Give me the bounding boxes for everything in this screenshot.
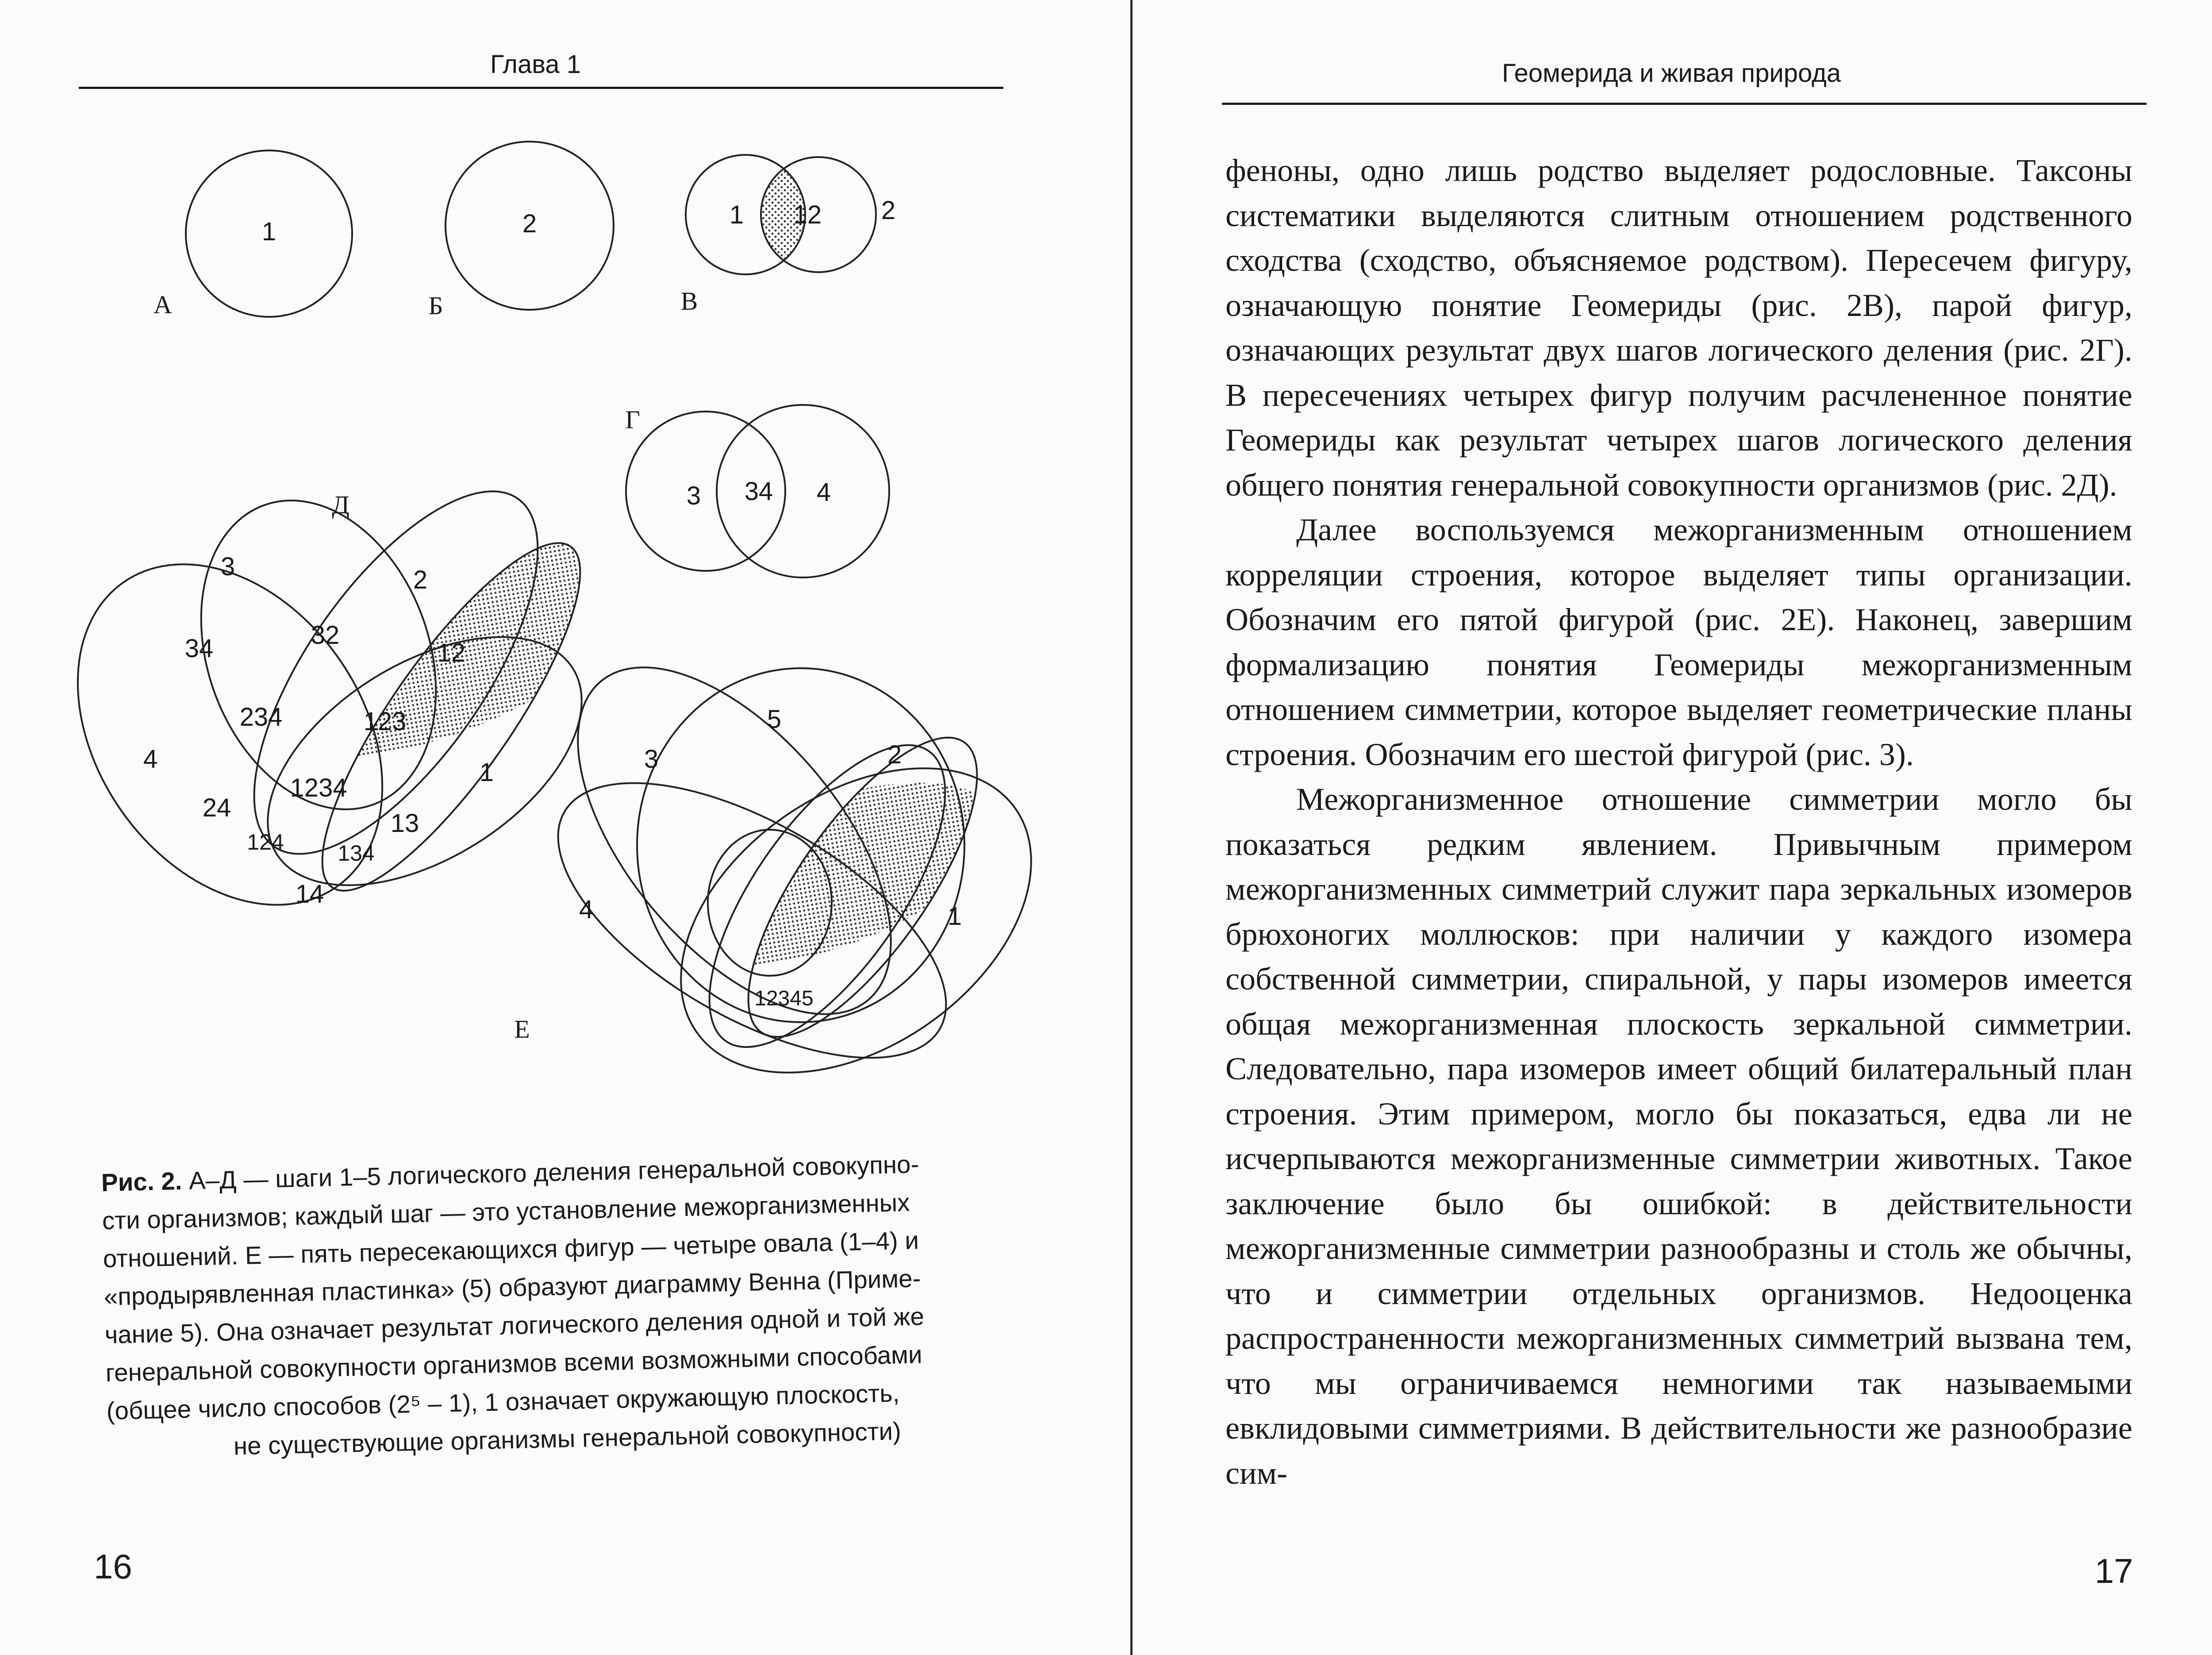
label-d-24: 24	[202, 793, 231, 822]
caption-line-6: генеральной совокупности организмов всеми возможными способами	[105, 1340, 923, 1387]
caption-line-8: не существующие организмы генеральной совокупности)	[233, 1417, 902, 1460]
caption-line-3: отношений. Е — пять пересекающихся фигур — четыре овала (1–4) и	[103, 1226, 919, 1273]
label-d-4: 4	[143, 745, 158, 774]
caption-line-7: (общее число способов (2⁵ – 1), 1 означает окружающую плоскость,	[106, 1379, 900, 1425]
label-e: Е	[514, 1015, 530, 1043]
caption-line-4: «продырявленная пластинка» (5) образуют диаграмму Венна (Приме-	[104, 1264, 922, 1311]
label-d-2: 2	[413, 566, 428, 594]
caption-label: Рис. 2.	[101, 1166, 182, 1197]
caption-line-5: чание 5). Она означает результат логического деления одной и той же	[104, 1302, 925, 1349]
label-d-123: 123	[363, 707, 407, 736]
venn-figure	[66, 128, 1040, 1155]
label-d-14: 14	[295, 880, 324, 908]
label-d-234: 234	[239, 703, 283, 731]
running-head-left: Глава 1	[490, 50, 581, 79]
label-d-1234: 1234	[290, 774, 347, 802]
label-g-right: 4	[816, 478, 831, 507]
label-g-middle: 34	[744, 477, 773, 506]
label-v-left: 1	[729, 200, 744, 229]
label-e-5: 5	[767, 705, 782, 734]
label-d-124: 124	[247, 830, 284, 854]
venn-g-circle-4	[717, 405, 889, 577]
label-v: В	[680, 287, 698, 316]
label-e-4: 4	[579, 895, 594, 924]
running-head-right: Геомерида и живая природа	[1502, 59, 1841, 88]
body-text	[1225, 148, 2132, 1496]
label-d-134: 134	[338, 841, 375, 866]
label-v-middle: 12	[793, 200, 822, 229]
label-d-3: 3	[220, 552, 235, 581]
paragraph-2: Далее воспользуемся межорганизменным отношением корреляции строения, которое выделяет типы организации. Обозначим его пятой фигурой (рис. 2Е). Наконец, завершим формализацию понятия Геомериды межорганизменным отношением симметрии, которое выделяет геометрические планы строения. Обозначим его шестой фигурой (рис. 3).	[1225, 512, 2132, 772]
venn-d-ellipse-1-right	[225, 586, 624, 936]
label-g: Г	[625, 405, 640, 434]
page-number-right: 17	[2095, 1551, 2133, 1590]
label-a: А	[154, 290, 172, 319]
label-d-12: 12	[437, 639, 466, 667]
caption-line-2: сти организмов; каждый шаг — это установление межорганизменных	[102, 1188, 910, 1235]
label-d-1: 1	[479, 758, 494, 787]
label-d-34: 34	[184, 634, 214, 663]
label-d-13: 13	[390, 809, 419, 838]
page-number-left: 16	[94, 1547, 132, 1586]
label-e-2: 2	[887, 740, 902, 769]
header-rule-left	[79, 87, 1003, 89]
label-d-32: 32	[311, 621, 340, 650]
label-v-right: 2	[881, 196, 896, 225]
paragraph-3: Межорганизменное отношение симметрии могло бы показаться редким явлением. Привычным примером межорганизменных симметрий служит пара зеркальных изомеров брюхоногих моллюсков: при наличии у каждого изомера собственной симметрии, спиральной, у пары изомеров имеется общая межорганизменная плоскость зеркальной симметрии. Следовательно, пара изомеров имеет общий билатеральный план строения. Этим примером, могло бы показаться, едва ли не исчерпываются межорганизменные симметрии животных. Такое заключение было бы ошибкой: в действительности межорганизменные симметрии разнообразны и столь же обычны, что и симметрии отдельных организмов. Недооценка распространенности межорганизменных симметрий вызвана тем, что мы ограничиваемся немногими так называемыми евклидовыми симметриями. В действительности же разнообразие сим-	[1225, 781, 2132, 1491]
label-d: Д	[332, 490, 349, 519]
label-b-circle: 2	[522, 209, 537, 238]
label-g-left: 3	[686, 481, 701, 510]
label-e-12345: 12345	[754, 987, 814, 1010]
label-e-3: 3	[644, 745, 659, 774]
header-rule-right	[1222, 103, 2147, 105]
paragraph-1: феноны, одно лишь родство выделяет родословные. Таксоны систематики выделяются слитным отношением родственного сходства (сходство, объясняемое родством). Пересечем фигуру, означающую понятие Геомериды (рис. 2В), парой фигур, означающих результат двух шагов логического деления (рис. 2Г). В пересечениях четырех фигур получим расчлененное понятие Геомериды как результат четырех шагов логического деления общего понятия генеральной совокупности организмов (рис. 2Д).	[1225, 153, 2132, 503]
venn-d-ellipse-2-fill	[283, 512, 619, 922]
label-e-1: 1	[947, 902, 962, 931]
label-b: Б	[428, 291, 443, 320]
right-page	[1133, 0, 2212, 1655]
label-a-circle: 1	[261, 217, 276, 246]
caption-line-1-text: А–Д — шаги 1–5 логического деления генеральной совокупно-	[188, 1150, 919, 1195]
figure-caption	[101, 1143, 1028, 1468]
